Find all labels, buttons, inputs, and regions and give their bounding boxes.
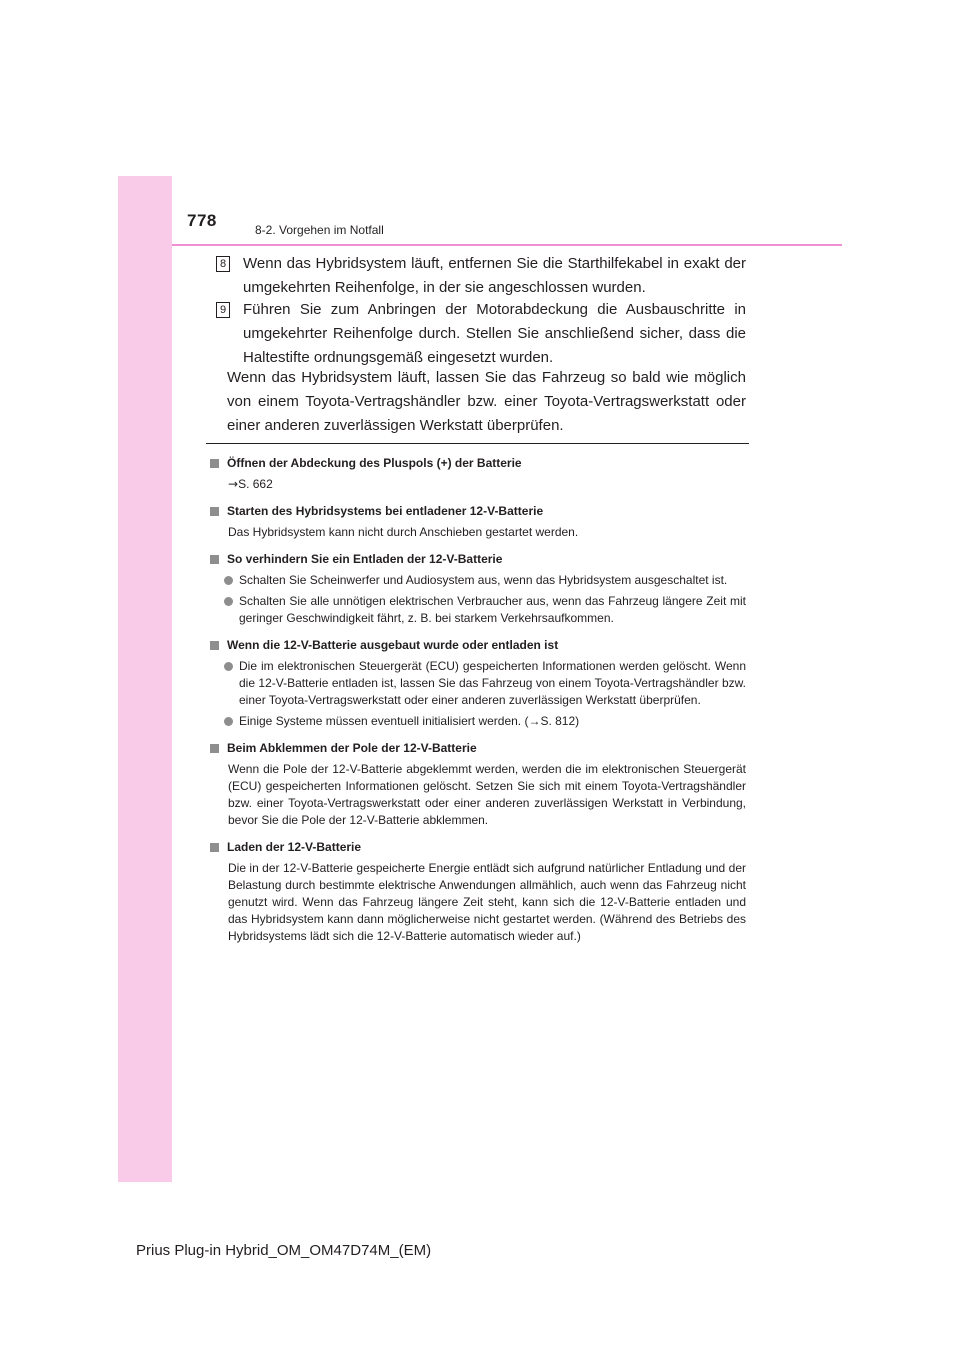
note-battery-cover — [210, 455, 746, 493]
step-8 — [216, 252, 746, 300]
note-title: So verhindern Sie ein Entladen der 12-V-Batterie — [227, 552, 503, 566]
square-bullet-icon — [210, 459, 219, 468]
square-bullet-icon — [210, 555, 219, 564]
square-bullet-icon — [210, 744, 219, 753]
note-reference — [228, 476, 746, 493]
list-item: Schalten Sie Scheinwerfer und Audiosystem aus, wenn das Hybridsystem ausgeschaltet ist. — [224, 572, 746, 589]
square-bullet-icon — [210, 641, 219, 650]
square-bullet-icon — [210, 843, 219, 852]
step-9 — [216, 298, 746, 370]
note-body: Das Hybridsystem kann nicht durch Anschieben gestartet werden. — [228, 525, 579, 539]
page-number: 778 — [187, 211, 217, 230]
note-title: Wenn die 12-V-Batterie ausgebaut wurde oder entladen ist — [227, 638, 559, 652]
round-bullet-icon — [224, 597, 233, 606]
step-text: Wenn das Hybridsystem läuft, entfernen Sie die Starthilfekabel in exakt der umgekehrten Reihenfolge, in der sie angeschlossen wurden. — [243, 255, 746, 296]
section-divider — [206, 443, 749, 444]
section-title: 8-2. Vorgehen im Notfall — [255, 223, 384, 237]
note-body: Wenn die Pole der 12-V-Batterie abgeklemmt werden, werden die im elektronischen Steuergerät (ECU) gespeicherten Informationen gelöscht. Setzen Sie sich mit einem Toyota-Vertragshändler bzw. einer Toyota-Vertragswerkstatt oder einer anderen zuverlässigen Werkstatt in Verbindung, bevor Sie die Pole der 12-V-Batterie abklemmen. — [228, 762, 746, 827]
list-item: Die im elektronischen Steuergerät (ECU) gespeicherten Informationen werden gelöscht. Wenn die 12-V-Batterie entladen ist, lassen Sie das Fahrzeug von einem Toyota-Vertragshändler bzw. einer Toyota-Vertragswerkstatt oder einer anderen zuverlässigen Werkstatt überprüfen. — [224, 658, 746, 709]
note-disconnect-poles — [210, 740, 746, 829]
note-title: Starten des Hybridsystems bei entladener 12-V-Batterie — [227, 504, 544, 518]
footer-document-id: Prius Plug-in Hybrid_OM_OM47D74M_(EM) — [136, 1242, 432, 1259]
note-starting-hybrid — [210, 503, 746, 541]
square-bullet-icon — [210, 507, 219, 516]
note-battery-removed — [210, 637, 746, 730]
header-rule — [172, 244, 842, 246]
arrow-right-icon: → — [228, 477, 239, 491]
step-number-badge: 8 — [216, 256, 230, 272]
note-body: Die in der 12-V-Batterie gespeicherte Energie entlädt sich aufgrund natürlicher Entladung und der Belastung durch bestimmte elektrische Anwendungen allmählich, auch wenn das Fahrzeug nicht genutzt wird. Wenn das Fahrzeug längere Zeit steht, kann sich die 12-V-Batterie entladen und das Hybridsystem kann dann möglicherweise nicht gestartet werden. (Während des Betriebs des Hybridsystems lädt sich die 12-V-Batterie automatisch wieder auf.) — [228, 861, 746, 943]
side-color-band — [118, 176, 172, 1182]
note-title: Beim Abklemmen der Pole der 12-V-Batterie — [227, 741, 477, 755]
notes-section — [210, 455, 746, 955]
list-item: Schalten Sie alle unnötigen elektrischen Verbraucher aus, wenn das Fahrzeug längere Zeit mit geringer Geschwindigkeit fährt, z. B. bei starkem Verkehrsaufkommen. — [224, 593, 746, 627]
round-bullet-icon — [224, 662, 233, 671]
round-bullet-icon — [224, 576, 233, 585]
step-number-badge: 9 — [216, 302, 230, 318]
closing-paragraph: Wenn das Hybridsystem läuft, lassen Sie das Fahrzeug so bald wie möglich von einem Toyota-Vertragshändler bzw. einer Toyota-Vertragswerkstatt oder einer anderen zuverlässigen Werkstatt überprüfen. — [227, 369, 746, 434]
page-reference-link[interactable]: S. 662 — [238, 477, 273, 491]
note-prevent-discharge — [210, 551, 746, 627]
note-title: Öffnen der Abdeckung des Pluspols (+) der Batterie — [227, 456, 522, 470]
note-charging-battery — [210, 839, 746, 945]
note-title: Laden der 12-V-Batterie — [227, 840, 362, 854]
list-item: Einige Systeme müssen eventuell initialisiert werden. (→S. 812) — [224, 713, 746, 730]
round-bullet-icon — [224, 717, 233, 726]
step-text: Führen Sie zum Anbringen der Motorabdeckung die Ausbauschritte in umgekehrter Reihenfolge durch. Stellen Sie anschließend sicher, dass die Haltestifte ordnungsgemäß eingesetzt wurden. — [243, 301, 746, 366]
